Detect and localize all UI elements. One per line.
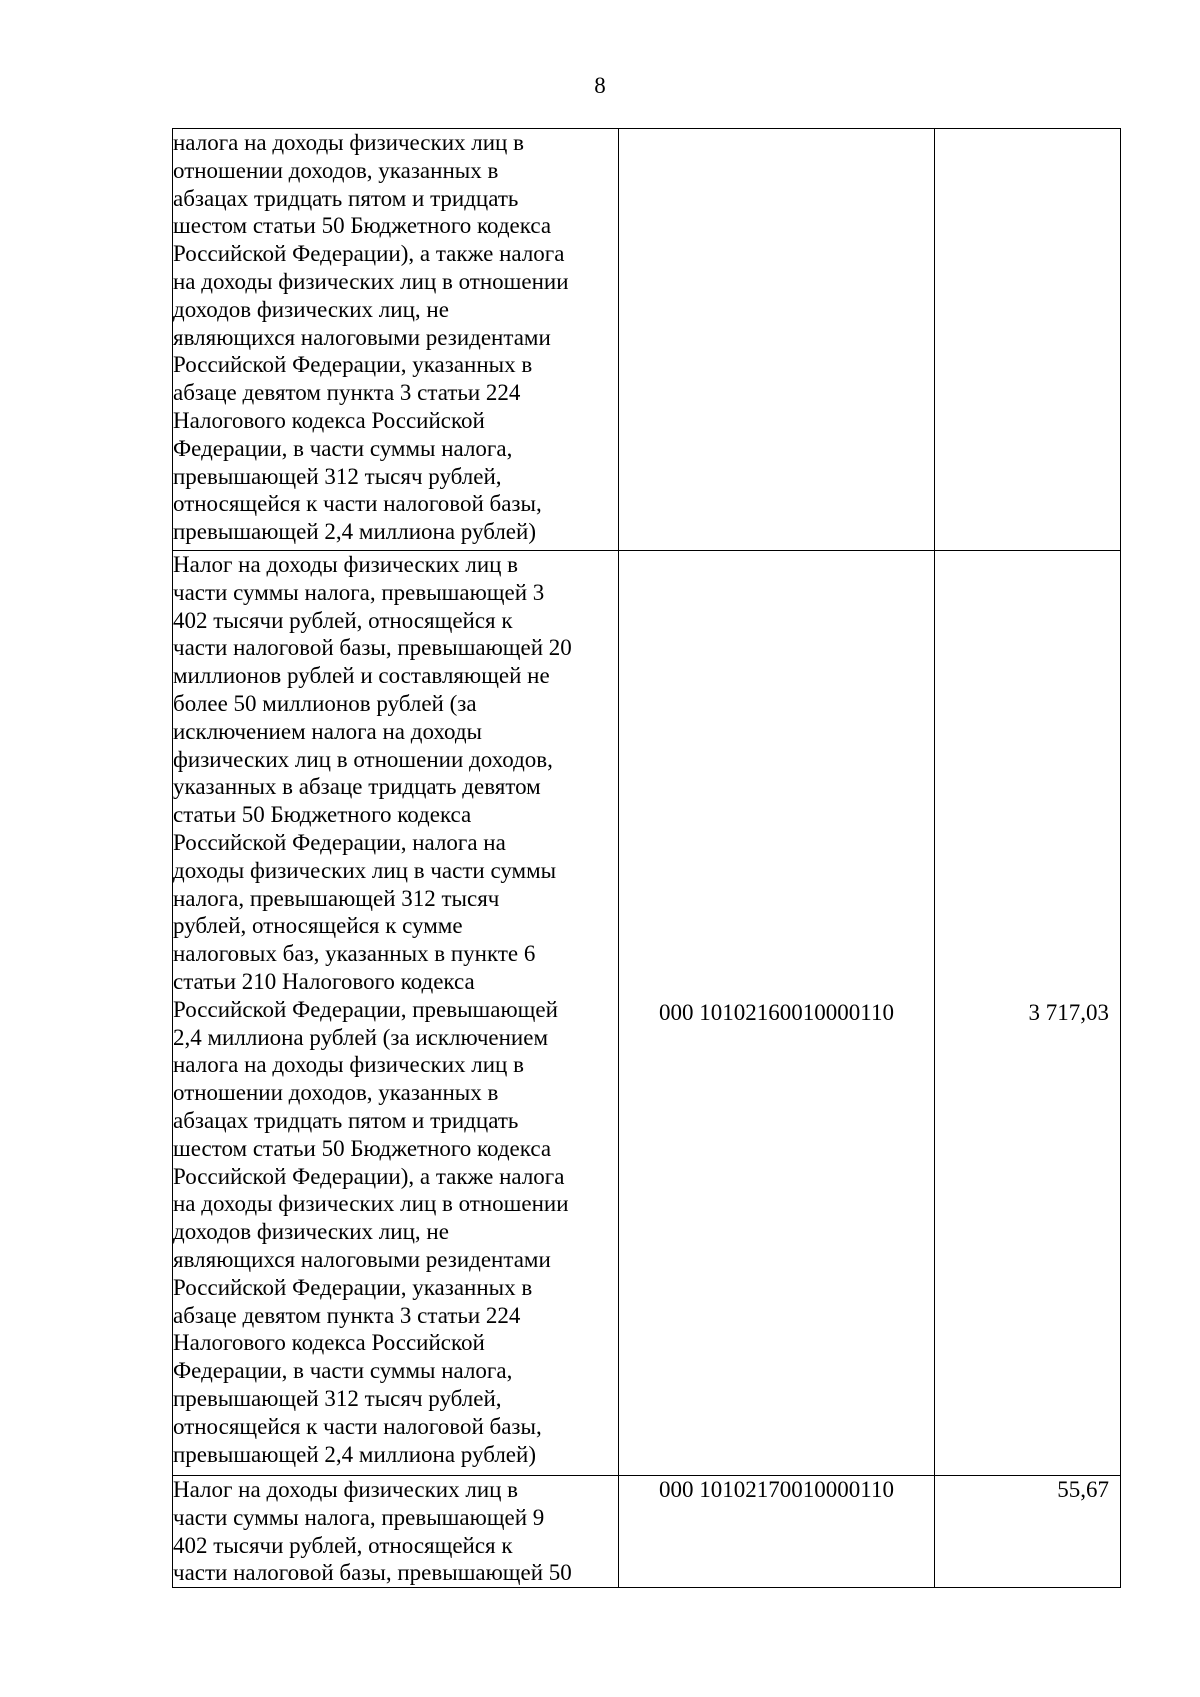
revenue-description-cell — [173, 129, 619, 551]
description-line: Российской Федерации, указанных в — [173, 352, 533, 378]
description-line: Федерации, в части суммы налога, — [173, 1358, 513, 1384]
description-line: превышающей 2,4 миллиона рублей) — [173, 519, 536, 545]
description-line: являющихся налоговыми резидентами — [173, 1246, 551, 1272]
table-row — [173, 1476, 1121, 1588]
description-line: шестом статьи 50 Бюджетного кодекса — [173, 1135, 552, 1161]
description-line: миллионов рублей и составляющей не — [173, 663, 550, 689]
description-line: абзаце девятом пункта 3 статьи 224 — [173, 380, 521, 406]
description-line: статьи 210 Налогового кодекса — [173, 968, 475, 994]
description-line: 402 тысячи рублей, относящейся к — [173, 1532, 513, 1558]
description-line: являющихся налоговыми резидентами — [173, 324, 551, 350]
description-line: на доходы физических лиц в отношении — [173, 268, 569, 294]
page-number: 8 — [594, 73, 606, 98]
description-line: превышающей 312 тысяч рублей, — [173, 1385, 502, 1411]
description-line: на доходы физических лиц в отношении — [173, 1191, 569, 1217]
description-line: 402 тысячи рублей, относящейся к — [173, 607, 513, 633]
description-line: более 50 миллионов рублей (за — [173, 690, 477, 716]
description-line: налога на доходы физических лиц в — [173, 1052, 524, 1078]
description-line: части налоговой базы, превышающей 50 — [173, 1560, 572, 1586]
description-line: Федерации, в части суммы налога, — [173, 435, 513, 461]
description-line: Российской Федерации, налога на — [173, 829, 506, 855]
description-line: абзацах тридцать пятом и тридцать — [173, 1107, 519, 1133]
description-line: отношении доходов, указанных в — [173, 1080, 499, 1106]
revenue-code-cell: 000 10102170010000110 — [619, 1476, 935, 1588]
budget-revenue-table — [172, 128, 1121, 1588]
description-line: Налог на доходы физических лиц в — [173, 1477, 519, 1502]
description-line: абзаце девятом пункта 3 статьи 224 — [173, 1302, 521, 1328]
description-line: Налог на доходы физических лиц в — [173, 552, 519, 577]
revenue-description-cell — [173, 551, 619, 1476]
description-line: исключением налога на доходы — [173, 718, 482, 744]
table-row — [173, 129, 1121, 551]
description-line: отношении доходов, указанных в — [173, 157, 499, 183]
description-line: относящейся к части налоговой базы, — [173, 1413, 542, 1439]
description-line: налога на доходы физических лиц в — [173, 130, 524, 155]
description-line: превышающей 312 тысяч рублей, — [173, 463, 502, 489]
description-line: части налоговой базы, превышающей 20 — [173, 635, 572, 661]
description-line: доходов физических лиц, не — [173, 1219, 449, 1245]
description-line: шестом статьи 50 Бюджетного кодекса — [173, 213, 552, 239]
description-line: доходы физических лиц в части суммы — [173, 857, 557, 883]
description-line: превышающей 2,4 миллиона рублей) — [173, 1441, 536, 1467]
description-line: указанных в абзаце тридцать девятом — [173, 774, 541, 800]
description-line: относящейся к части налоговой базы, — [173, 491, 542, 517]
description-line: налоговых баз, указанных в пункте 6 — [173, 941, 536, 967]
description-line: налога, превышающей 312 тысяч — [173, 885, 500, 911]
description-line: абзацах тридцать пятом и тридцать — [173, 185, 519, 211]
description-line: физических лиц в отношении доходов, — [173, 746, 553, 772]
description-line: статьи 50 Бюджетного кодекса — [173, 802, 472, 828]
description-line: Налогового кодекса Российской — [173, 407, 485, 433]
revenue-description-cell — [173, 1476, 619, 1588]
revenue-code-cell: 000 10102160010000110 — [619, 551, 935, 1476]
table-row — [173, 551, 1121, 1476]
revenue-code-cell — [619, 129, 935, 551]
description-line: части суммы налога, превышающей 3 — [173, 579, 545, 605]
description-line: рублей, относящейся к сумме — [173, 913, 463, 939]
description-line: Налогового кодекса Российской — [173, 1330, 485, 1356]
description-line: части суммы налога, превышающей 9 — [173, 1504, 545, 1530]
revenue-amount-cell: 3 717,03 — [935, 551, 1121, 1476]
description-line: доходов физических лиц, не — [173, 296, 449, 322]
description-line: Российской Федерации, указанных в — [173, 1274, 533, 1300]
revenue-amount-cell — [935, 129, 1121, 551]
description-line: Российской Федерации), а также налога — [173, 1163, 565, 1189]
revenue-amount-cell: 55,67 — [935, 1476, 1121, 1588]
description-line: 2,4 миллиона рублей (за исключением — [173, 1024, 548, 1050]
description-line: Российской Федерации), а также налога — [173, 241, 565, 267]
description-line: Российской Федерации, превышающей — [173, 996, 558, 1022]
